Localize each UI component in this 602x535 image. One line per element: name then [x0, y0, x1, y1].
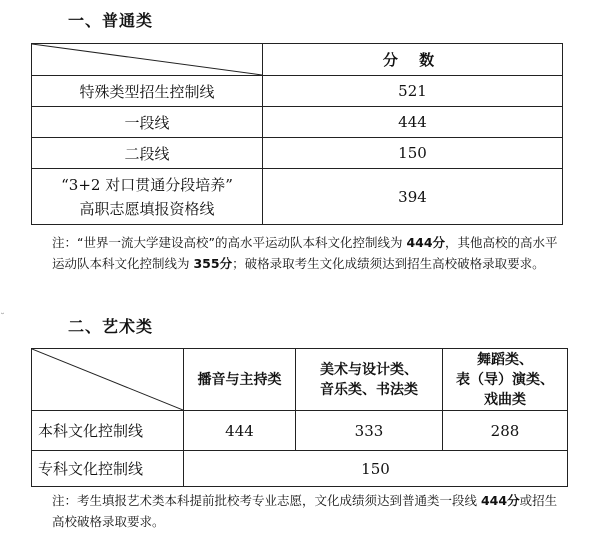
section-heading-general: 一、普通类: [68, 11, 154, 30]
row-label-line2: 高职志愿填报资格线: [79, 199, 215, 218]
row-score: 521: [263, 76, 563, 107]
table-row: [32, 169, 563, 225]
note-bold: 444分: [406, 235, 446, 250]
general-scores-table: [31, 43, 563, 225]
side-mark: ˘: [0, 313, 5, 324]
art-note: [52, 490, 567, 532]
row-score: 444: [263, 107, 563, 138]
row-label: 二段线: [32, 138, 263, 169]
art-scores-table: [31, 348, 568, 487]
row-label: 本科文化控制线: [32, 411, 184, 451]
header-line: 表（导）演类、: [456, 371, 554, 388]
row-value: 150: [184, 451, 568, 487]
note-text: 注：考生填报艺术类本科提前批校考专业志愿，文化成绩须达到普通类一段线: [52, 493, 481, 508]
row-label: 特殊类型招生控制线: [32, 76, 263, 107]
note-text: ；破格录取考生文化成绩须达到招生高校破格录取要求。: [232, 256, 545, 271]
table-row: [32, 138, 563, 169]
column-header-broadcasting: [184, 349, 296, 411]
row-value: 444: [184, 411, 296, 451]
note-bold: 444分: [480, 493, 520, 508]
row-score: 150: [263, 138, 563, 169]
row-label: [32, 169, 263, 225]
row-label: 一段线: [32, 107, 263, 138]
table-row: [32, 107, 563, 138]
note-bold: 355分: [193, 256, 233, 271]
column-header-dance-drama: [443, 349, 568, 411]
header-line: 美术与设计类、: [320, 361, 418, 378]
score-column-header: 分 数: [263, 44, 563, 76]
column-header-fine-arts-music: [296, 349, 443, 411]
note-text: ，其他高校的高水平运动队本科文化控制线为: [52, 235, 558, 271]
table-row: [32, 76, 563, 107]
general-note: [52, 232, 562, 274]
diagonal-header-cell: [32, 349, 184, 411]
note-text: 或招生高校破格录取要求。: [52, 493, 558, 529]
note-text: 注：“世界一流大学建设高校”的高水平运动队本科文化控制线为: [52, 235, 407, 250]
header-line: 戏曲类: [484, 391, 526, 408]
table-row: [32, 411, 568, 451]
section-heading-art: 二、艺术类: [68, 317, 154, 336]
row-score: 394: [263, 169, 563, 225]
row-label-line1: “3+2 对口贯通分段培养”: [61, 175, 233, 194]
header-line: 音乐类、书法类: [320, 381, 418, 398]
diagonal-header-cell: [32, 44, 263, 76]
row-label: 专科文化控制线: [32, 451, 184, 487]
header-line: 舞蹈类、: [477, 351, 533, 368]
table-row: [32, 451, 568, 487]
row-value: 288: [443, 411, 568, 451]
header-line: 播音与主持类: [197, 371, 282, 388]
row-value: 333: [296, 411, 443, 451]
